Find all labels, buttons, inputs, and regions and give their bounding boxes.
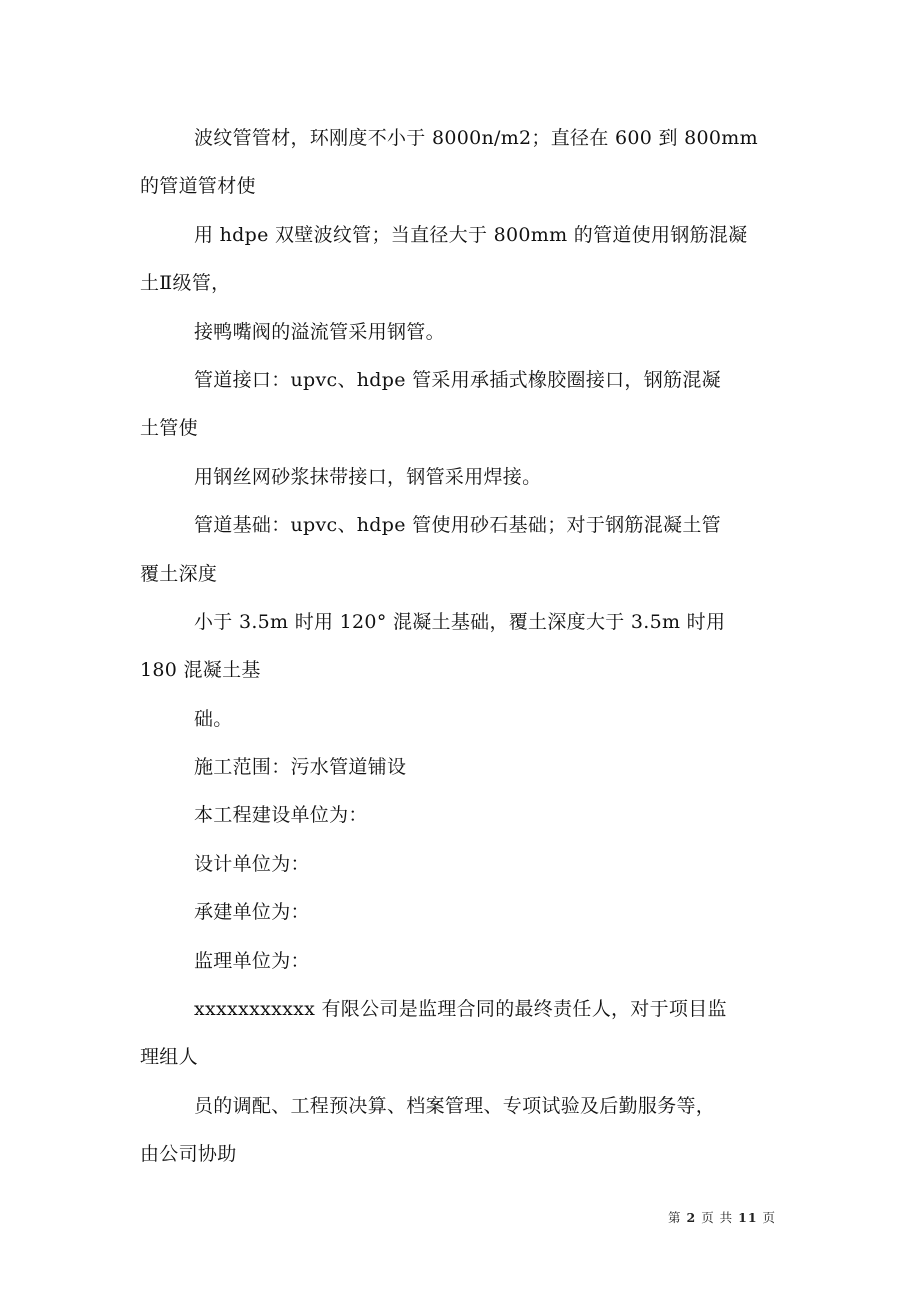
text-line: 用 hdpe 双壁波纹管；当直径大于 800mm 的管道使用钢筋混凝 <box>194 223 748 246</box>
page-footer <box>668 1208 776 1226</box>
text-line: 由公司协助 <box>140 1143 237 1166</box>
text-line: 本工程建设单位为： <box>194 804 368 827</box>
text-line: 波纹管管材，环刚度不小于 8000n/m2；直径在 600 到 800mm <box>194 127 758 149</box>
text-line: 承建单位为： <box>194 901 310 924</box>
text-line: 土管使 <box>140 417 198 440</box>
text-line: 管道接口：upvc、hdpe 管采用承插式橡胶圈接口，钢筋混凝 <box>194 368 721 391</box>
footer-current-page: 2 <box>686 1210 697 1225</box>
text-line: 小于 3.5m 时用 120° 混凝土基础，覆土深度大于 3.5m 时用 <box>194 610 726 633</box>
text-line: 的管道管材使 <box>140 175 256 198</box>
document-body <box>140 114 780 1179</box>
footer-prefix: 第 <box>668 1210 682 1225</box>
text-line: 覆土深度 <box>140 562 218 585</box>
text-line: 180 混凝土基 <box>140 659 261 682</box>
text-line: 理组人 <box>140 1046 198 1069</box>
text-line: 设计单位为： <box>194 852 310 875</box>
text-line: 管道基础：upvc、hdpe 管使用砂石基础；对于钢筋混凝土管 <box>194 514 721 537</box>
text-line: 接鸭嘴阀的溢流管采用钢管。 <box>194 320 445 343</box>
text-line: 施工范围：污水管道铺设 <box>194 756 407 779</box>
footer-middle: 页 共 <box>701 1210 734 1225</box>
footer-suffix: 页 <box>762 1210 777 1225</box>
text-line: 础。 <box>194 707 233 730</box>
text-line: 监理单位为： <box>194 949 310 972</box>
text-line: 土Ⅱ级管， <box>140 272 231 295</box>
text-line: 员的调配、工程预决算、档案管理、专项试验及后勤服务等， <box>194 1094 716 1117</box>
footer-total-pages: 11 <box>738 1210 758 1225</box>
text-line: 用钢丝网砂浆抹带接口，钢管采用焊接。 <box>194 465 542 488</box>
text-line: xxxxxxxxxxx 有限公司是监理合同的最终责任人，对于项目监 <box>194 998 727 1021</box>
